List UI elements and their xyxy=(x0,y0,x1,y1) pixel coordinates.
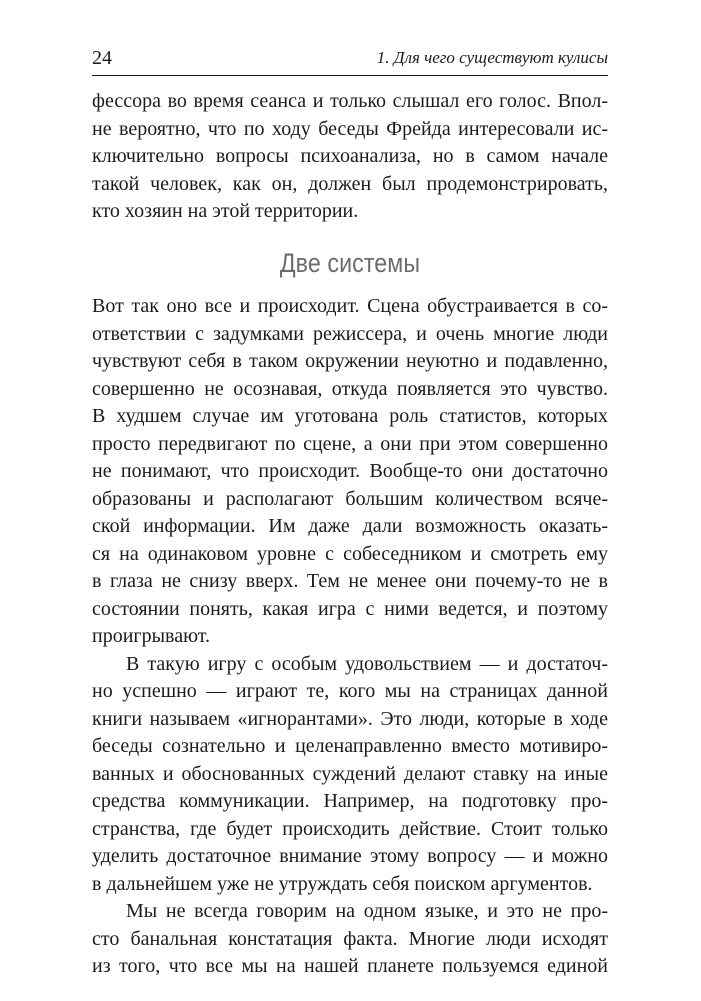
page-number: 24 xyxy=(92,47,112,69)
text-line: Вот так оно все и происходит. Сцена обустраивается в со- xyxy=(92,295,608,317)
text-line: фессора во время сеанса и только слышал его голос. Впол- xyxy=(92,90,608,112)
text-line: ской информации. Им даже дали возможность оказать- xyxy=(92,515,608,537)
text-line: средства коммуникации. Например, на подготовку про- xyxy=(92,790,608,812)
text-line: уделить достаточное внимание этому вопросу — и можно xyxy=(92,845,608,867)
text-line: из того, что все мы на нашей планете пользуемся единой xyxy=(92,955,608,977)
text-line: просто передвигают по сцене, а они при этом совершенно xyxy=(92,432,608,455)
text-line: чувствуют себя в таком окружении неуютно и подавленно, xyxy=(92,350,608,372)
text-line: не понимают, что происходит. Вообще-то они достаточно xyxy=(92,460,608,482)
text-line: странства, где будет происходить действие. Стоит только xyxy=(92,817,608,840)
running-title: 1. Для чего существуют кулисы xyxy=(376,48,608,67)
text-line: ванных и обоснованных суждений делают ставку на иные xyxy=(92,762,608,785)
text-line: проигрывают. xyxy=(92,625,211,647)
text-line: но успешно — играют те, кого мы на страницах данной xyxy=(92,680,608,702)
text-line: книги называем «игнорантами». Это люди, которые в ходе xyxy=(92,707,608,730)
text-line: беседы сознательно и целенаправленно вместо мотивиро- xyxy=(92,735,608,757)
paragraph xyxy=(92,651,608,899)
text-line: состоянии понять, какая игра с ними ведется, и поэтому xyxy=(92,597,608,620)
header-rule xyxy=(92,75,608,76)
text-line: совершенно не осознавая, откуда появляется это чувство. xyxy=(92,377,608,400)
section-heading: Две системы xyxy=(279,248,421,278)
text-line: сто банальная констатация факта. Многие люди исходят xyxy=(92,927,608,950)
intro-paragraph xyxy=(92,88,608,226)
text-line: образованы и располагают большим количеством всяче- xyxy=(92,487,608,510)
paragraph xyxy=(92,293,608,651)
text-line: В такую игру с особым удовольствием — и достаточ- xyxy=(126,652,608,675)
text-line: в дальнейшем уже не утруждать себя поиском аргументов. xyxy=(92,872,593,895)
section-body xyxy=(92,293,608,981)
running-header xyxy=(92,46,608,76)
text-line: не вероятно, что по ходу беседы Фрейда интересовали ис- xyxy=(92,117,608,140)
text-line: ся на одинаковом уровне с собеседником и смотреть ему xyxy=(92,542,608,565)
text-line: ответствии с задумками режиссера, и очень многие люди xyxy=(92,322,608,345)
text-line: Мы не всегда говорим на одном языке, и это не про- xyxy=(126,900,608,922)
text-line: кто хозяин на этой территории. xyxy=(92,200,359,222)
text-line: в глаза не снизу вверх. Тем не менее они почему-то не в xyxy=(92,570,608,592)
text-line: ключительно вопросы психоанализа, но в самом начале xyxy=(92,145,608,167)
text-line: такой человек, как он, должен был продемонстрировать, xyxy=(92,172,608,195)
paragraph xyxy=(92,898,608,981)
text-line: В худшем случае им уготована роль статистов, которых xyxy=(92,405,608,427)
